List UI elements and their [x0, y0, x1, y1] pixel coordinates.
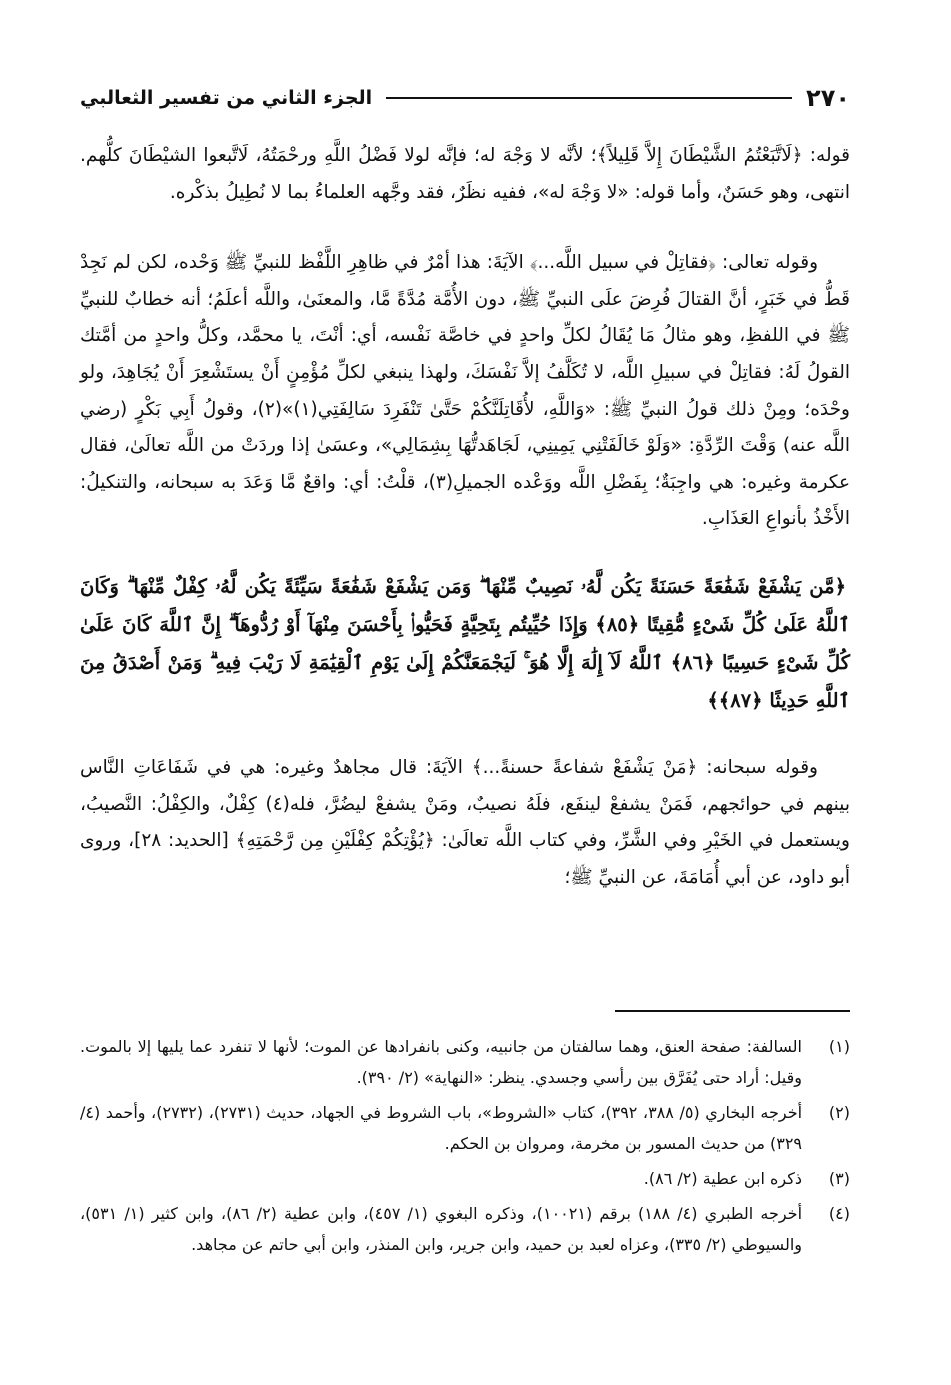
footnote-text: أخرجه البخاري (٥/ ٣٨٨، ٣٩٢)، كتاب «الشروط»، باب الشروط في الجهاد، حديث (٢٧٣١)، (٢٧٣٢)، وأحمد (٤/ ٣٢٩) من حديث المسور بن مخرمة، ومروان بن الحكم.: [80, 1103, 803, 1153]
footnote-text: أخرجه الطبري (٤/ ١٨٨) برقم (١٠٠٢١)، وذكره البغوي (١/ ٤٥٧)، وابن عطية (٢/ ٨٦)، وابن كثير (١/ ٥٣١)، والسيوطي (٢/ ٣٣٥)، وعزاه لعبد بن حميد، وابن جرير، وابن المنذر، وابن أبي حاتم عن مجاهد.: [80, 1204, 803, 1254]
footnote-text: ذكره ابن عطية (٢/ ٨٦).: [643, 1169, 802, 1188]
header-rule: [386, 97, 792, 99]
footnotes: [80, 1031, 850, 1264]
footnote: [80, 1031, 850, 1093]
page-number: ٢٧٠: [806, 84, 850, 112]
footnote-number: (١): [828, 1037, 850, 1056]
footnote-number: (٢): [828, 1103, 850, 1122]
paragraph: وقوله سبحانه: ﴿مَنْ يَشْفَعْ شفاعةً حسنةً...﴾ الآيَةَ: قال مجاهدٌ وغيره: هي في شَفَاعَاتِ النَّاس بينهم في حوائجهم، فَمَنْ يشفعْ لينفَع، فلَهُ نصيبٌ، ومَنْ يشفعْ ليضُرَّ، فله(٤) كِفْلٌ، والكِفْلُ: النَّصيبُ، ويستعمل في الخَيْرِ وفي الشَّرِّ، وفي كتاب اللَّه تعالَىٰ: ﴿يُؤْتِكُمْ كِفْلَيْنِ مِن رَّحْمَتِهِ﴾ [الحديد: ٢٨]، وروى أبو داود، عن أبي أُمَامَةَ، عن النبيِّ ﷺ؛: [80, 756, 850, 888]
main-text: [80, 138, 850, 896]
footnote: [80, 1198, 850, 1260]
footnote-number: (٣): [828, 1169, 850, 1188]
book-page: [80, 78, 850, 1368]
quran-verses: ﴿مَّن يَشْفَعْ شَفَٰعَةً حَسَنَةً يَكُن لَّهُۥ نَصِيبٌ مِّنْهَا ۖ وَمَن يَشْفَعْ شَفَٰعَةً سَيِّئَةً يَكُن لَّهُۥ كِفْلٌ مِّنْهَا ۗ وَكَانَ ٱللَّهُ عَلَىٰ كُلِّ شَىْءٍ مُّقِيتًا ﴿٨٥﴾ وَإِذَا حُيِّيتُم بِتَحِيَّةٍ فَحَيُّوا۟ بِأَحْسَنَ مِنْهَآ أَوْ رُدُّوهَآ ۗ إِنَّ ٱللَّهَ كَانَ عَلَىٰ كُلِّ شَىْءٍ حَسِيبًا ﴿٨٦﴾ ٱللَّهُ لَآ إِلَٰهَ إِلَّا هُوَ ۚ لَيَجْمَعَنَّكُمْ إِلَىٰ يَوْمِ ٱلْقِيَٰمَةِ لَا رَيْبَ فِيهِ ۗ وَمَنْ أَصْدَقُ مِنَ ٱللَّهِ حَدِيثًا ﴿٨٧﴾﴾: [80, 574, 851, 712]
running-title: الجزء الثاني من تفسير الثعالبي: [80, 87, 373, 109]
footnote-number: (٤): [828, 1204, 850, 1223]
page-header: [80, 78, 850, 118]
footnote: [80, 1097, 850, 1159]
paragraph: قوله: ﴿لَاتَّبَعْتُمُ الشَّيْطَانَ إِلاَّ قَلِيلاً﴾؛ لأنَّه لا وَجْهَ له؛ فإنَّه لولا فَضْلُ اللَّهِ ورحْمَتُهُ، لَاتَّبعوا الشيْطَانَ كلُّهم. انتهى، وهو حَسَنٌ، وأما قوله: «لا وَجْهَ له»، ففيه نظَرٌ، فقد وجَّهه العلماءُ بما لا نُطِيلُ بذكْره.: [80, 145, 850, 203]
footnote-text: السالفة: صفحة العنق، وهما سالفتان من جانبيه، وكنى بانفرادها عن الموت؛ لأنها لا تنفرد عما يليها إلا بالموت. وقيل: أراد حتى يُفَرَّق بين رأسي وجسدي. ينظر: «النهاية» (٢/ ٣٩٠).: [80, 1037, 802, 1087]
paragraph: وقوله تعالى: ﴿فقاتِلْ في سبيل اللَّه...﴾ الآيَةَ: هذا أمْرٌ في ظاهِرِ اللَّفْظ للنبيِّ ﷺ وَحْده، لكن لم نَجِدْ قَطُّ في خَبَرٍ، أنَّ القتالَ فُرِضَ علَى النبيِّ ﷺ، دون الأُمَّة مُدَّةً مَّا، والمعنَىٰ، واللَّه أعلَمُ؛ أنه خطابٌ للنبيِّ ﷺ في اللفظِ، وهو مثالُ مَا يُقَالُ لكلِّ واحدٍ في خاصَّة نَفْسه، أي: أنْتَ، يا محمَّد، وكلُّ واحدٍ من أمَّتك القولُ لَهُ: فقاتِلْ في سبيلِ اللَّه، لا تُكَلَّفُ إلاَّ نَفْسَكَ، ولهذا ينبغي لكلِّ مُؤْمِنٍ أَنْ يستَشْعِرَ أَنْ يُجَاهِدَ، ولو وحْدَه؛ ومِنْ ذلك قولُ النبيِّ ﷺ: «وَاللَّهِ، لأُقَاتِلَنَّكُمْ حَتَّىٰ تَنْفَرِدَ سَالِفَتِي(١)»(٢)، وقولُ أَبِي بَكْرٍ (رضي اللَّه عنه) وَقْتَ الرِّدَّةِ: «وَلَوْ خَالَفَتْنِي يَمِينِي، لَجَاهَدتُّهَا بِشِمَالِي»، وعسَىٰ إذا وردَتْ من اللَّه تعالَىٰ، فقال عكرمة وغيره: هي واجِبَةٌ؛ بِفَضْلِ اللَّه ووَعْده الجميلِ(٣)، قلْتُ: أي: واقعٌ مَّا وَعَدَ به سبحانه، والتنكيلُ: الأَخْذُ بأنواعِ العَذَابِ.: [80, 252, 850, 530]
footnote: [80, 1163, 850, 1194]
footnote-separator: [615, 1010, 850, 1012]
